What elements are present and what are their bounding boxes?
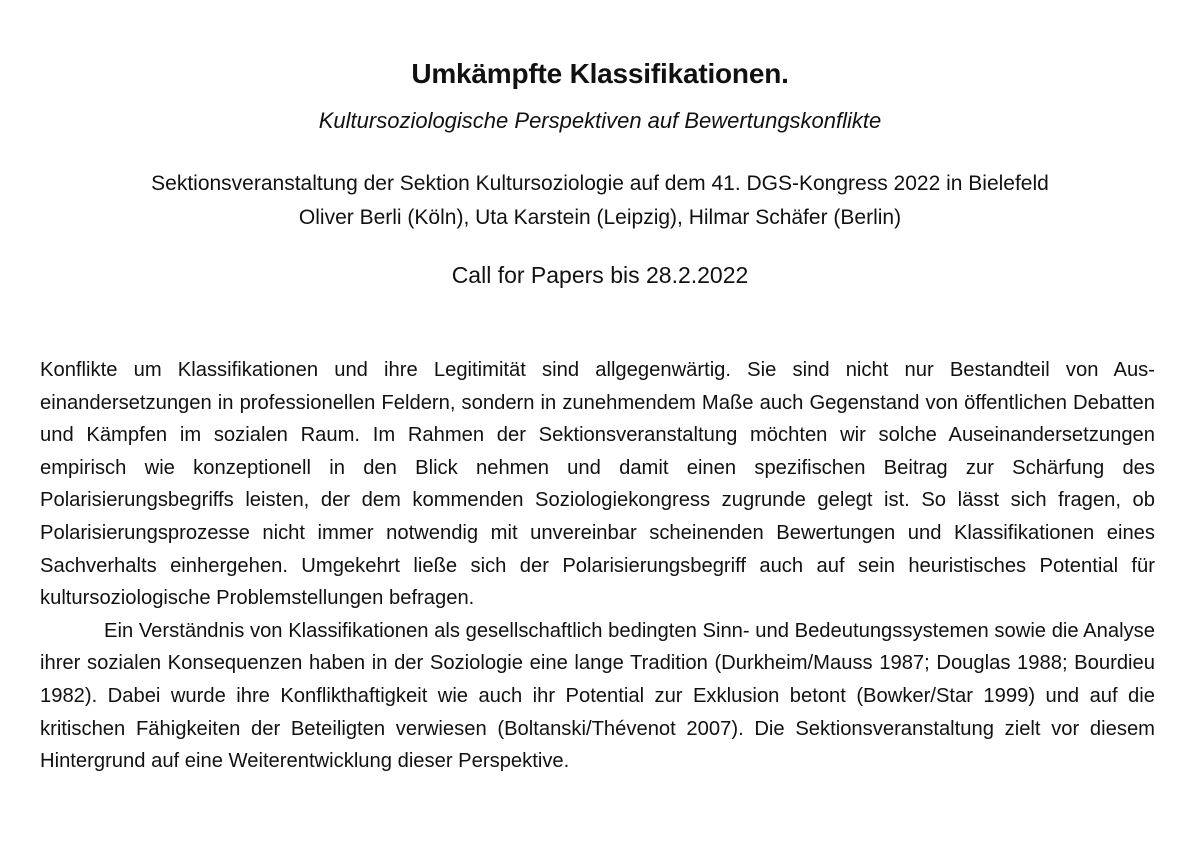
document-title: Umkämpfte Klassifikationen. — [411, 58, 789, 89]
event-line: Sektionsveranstaltung der Sektion Kultursoziologie auf dem 41. DGS-Kongress 2022 in Bielefeld — [151, 172, 1049, 195]
organizers-line: Oliver Berli (Köln), Uta Karstein (Leipzig), Hilmar Schäfer (Berlin) — [298, 206, 902, 229]
body-paragraph: Ein Verständnis von Klassifikationen als gesellschaftlich bedingten Sinn- und Bedeutungssystemen sowie die Analyse ihrer sozialen Konsequenzen haben in der Soziologie eine lange Tradition (Durkheim/Mauss 1987; Douglas 1988; Bourdieu 1982). Dabei wurde ihre Konflikthaftigkeit wie auch ihr Potential zur Exklusion betont (Bowker/Star 1999) und auf die kritischen Fähigkeiten der Beteiligten verwiesen (Boltanski/Thévenot 2007). Die Sektionsveranstaltung zielt vor diesem Hintergrund auf eine Weiterentwicklung dieser Perspektive. — [40, 619, 1155, 773]
document-body — [40, 354, 1155, 778]
document-subtitle: Kultursoziologische Perspektiven auf Bewertungskonflikte — [318, 108, 882, 133]
body-paragraph: Konflikte um Klassifikationen und ihre Legitimität sind allgegenwärtig. Sie sind nicht nur Bestandteil von Auseinandersetzungen in professionellen Feldern, sondern in zunehmendem Maße auch Gegenstand von öffentlichen Debatten und Kämpfen im sozialen Raum. Im Rahmen der Sektionsveranstaltung möchten wir solche Auseinandersetzungen empirisch wie konzeptionell in den Blick nehmen und damit einen spezifischen Beitrag zur Schärfung des Polarisierungsbegriffs leisten, der dem kommenden Soziologiekongress zugrunde gelegt ist. So lässt sich fragen, ob Polarisierungsprozesse nicht immer notwendig mit unvereinbar scheinenden Bewertungen und Klassifikationen eines Sachverhalts einhergehen. Umgekehrt ließe sich der Polarisierungsbegriff auch auf sein heuristisches Potential für kultursoziologische Problemstellungen befragen. — [40, 359, 1155, 610]
call-for-papers-line: Call for Papers bis 28.2.2022 — [451, 262, 749, 288]
